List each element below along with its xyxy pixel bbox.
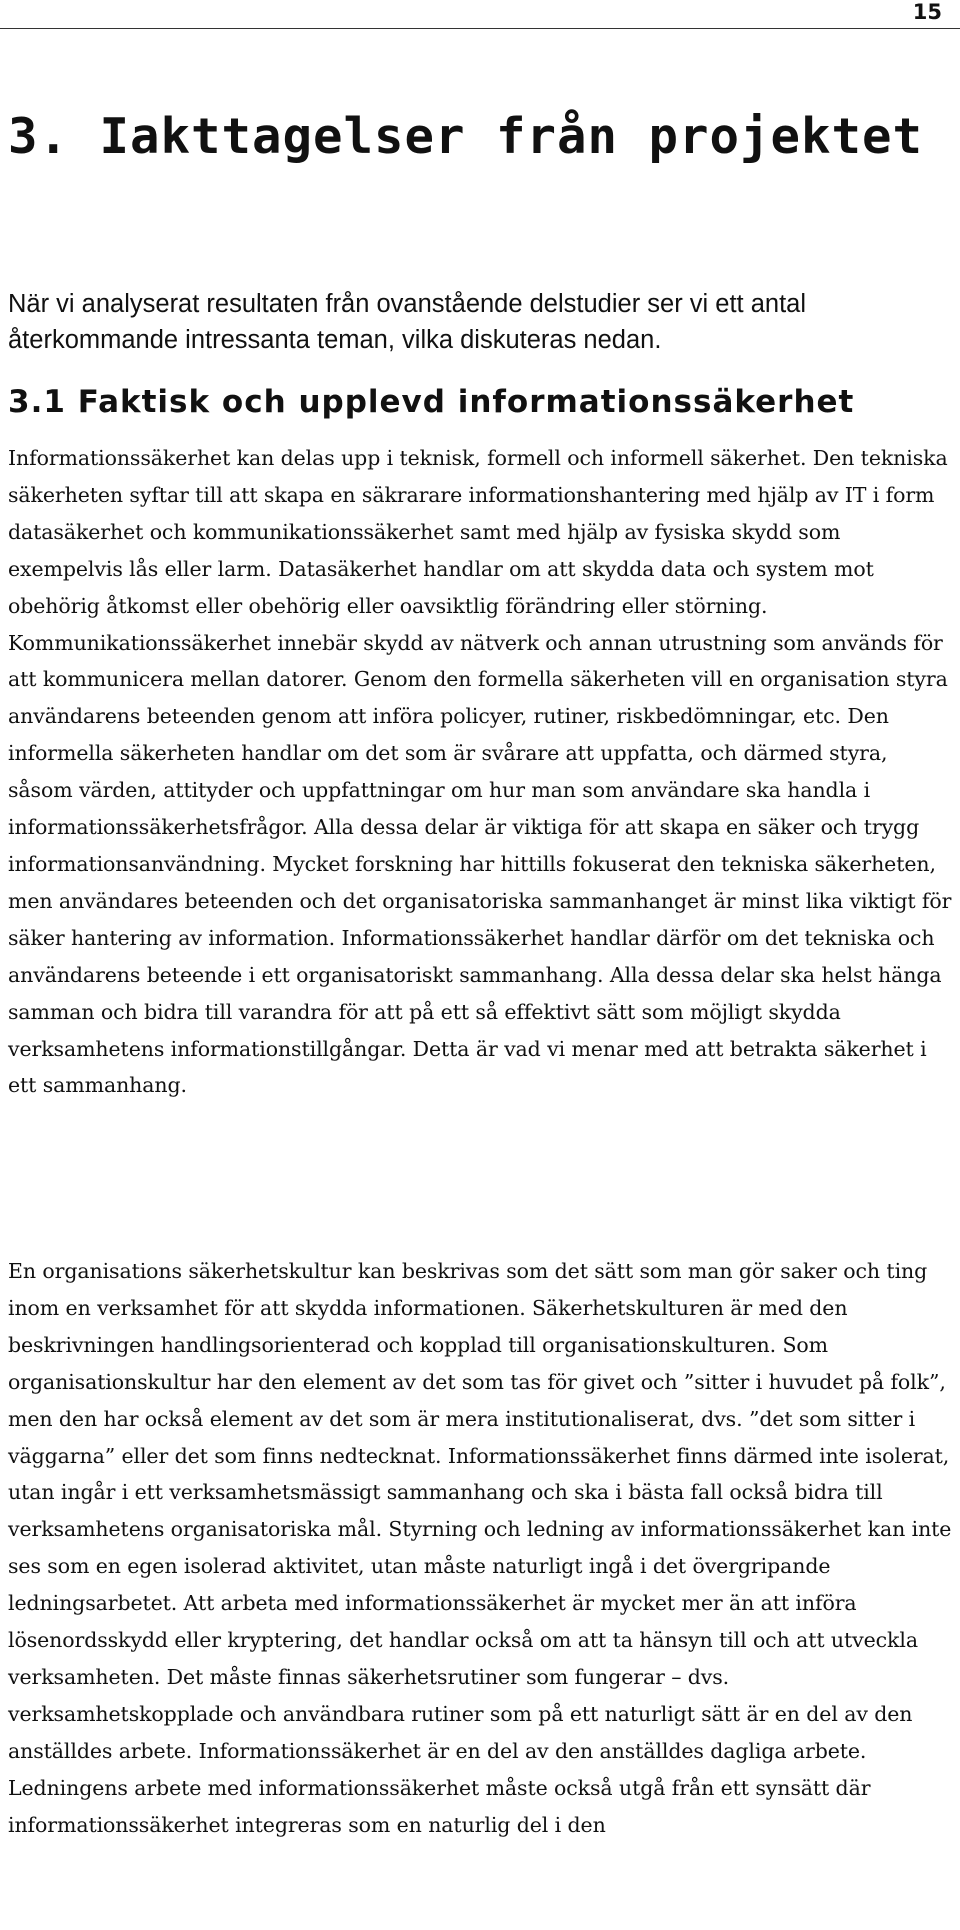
body-paragraph: En organisations säkerhetskultur kan beskrivas som det sätt som man gör saker och ting inom en verksamhet för att skydda informationen. Säkerhetskulturen är med den beskrivningen handlingsorienterad och kopplad till organisationskulturen. Som organisationskultur har den element av det som tas för givet och ”sitter i huvudet på folk”, men den har också element av det som är mera institutionaliserat, dvs. ”det som sitter i väggarna” eller det som finns nedtecknat. Informationssäkerhet finns därmed inte isolerat, utan ingår i ett verksamhetsmässigt sammanhang och ska i bästa fall också bidra till verksamhetens organisatoriska mål. Styrning och ledning av informationssäkerhet kan inte ses som en egen isolerad aktivitet, utan måste naturligt ingå i det övergripande ledningsarbetet. Att arbeta med informationssäkerhet är mycket mer än att införa lösenordsskydd eller kryptering, det handlar också om att ta hänsyn till och att utveckla verksamheten. Det måste finnas säkerhetsrutiner som fungerar – dvs. verksamhetskopplade och användbara rutiner som på ett naturligt sätt är en del av den anställdes arbete. Informationssäkerhet är en del av den anställdes dagliga arbete. Ledningens arbete med informationssäkerhet måste också utgå från ett synsätt där informationssäkerhet integreras som en naturlig del i den [8, 1259, 952, 1837]
page-number: 15 [912, 0, 942, 24]
page-header [0, 0, 960, 30]
section-title: 3.1 Faktisk och upplevd informationssäkerhet [8, 384, 855, 420]
chapter-title: 3. Iakttagelser från projektet [8, 108, 924, 165]
header-rule [0, 28, 960, 29]
body-paragraph: Informationssäkerhet kan delas upp i teknisk, formell och informell säkerhet. Den tekniska säkerheten syftar till att skapa en säkrarare informationshantering med hjälp av IT i form datasäkerhet och kommunikationssäkerhet samt med hjälp av fysiska skydd som exempelvis lås eller larm. Datasäkerhet handlar om att skydda data och system mot obehörig åtkomst eller obehörig eller oavsiktlig förändring eller störning. Kommunikationssäkerhet innebär skydd av nätverk och annan utrustning som används för att kommunicera mellan datorer. Genom den formella säkerheten vill en organisation styra användarens beteenden genom att införa policyer, rutiner, riskbedömningar, etc. Den informella säkerheten handlar om det som är svårare att uppfatta, och därmed styra, såsom värden, attityder och uppfattningar om hur man som användare ska handla i informationssäkerhetsfrågor. Alla dessa delar är viktiga för att skapa en säker och trygg informationsanvändning. Mycket forskning har hittills fokuserat den tekniska säkerheten, men användares beteenden och det organisatoriska sammanhanget är minst lika viktigt för säker hantering av information. Informationssäkerhet handlar därför om det tekniska och användarens beteende i ett organisatoriskt sammanhang. Alla dessa delar ska helst hänga samman och bidra till varandra för att på ett så effektivt sätt som möjligt skydda verksamhetens informationstillgångar. Detta är vad vi menar med att betrakta säkerhet i ett sammanhang. [8, 446, 952, 1098]
intro-paragraph: När vi analyserat resultaten från ovanstående delstudier ser vi ett antal återkommande intressanta teman, vilka diskuteras nedan. [8, 290, 807, 354]
